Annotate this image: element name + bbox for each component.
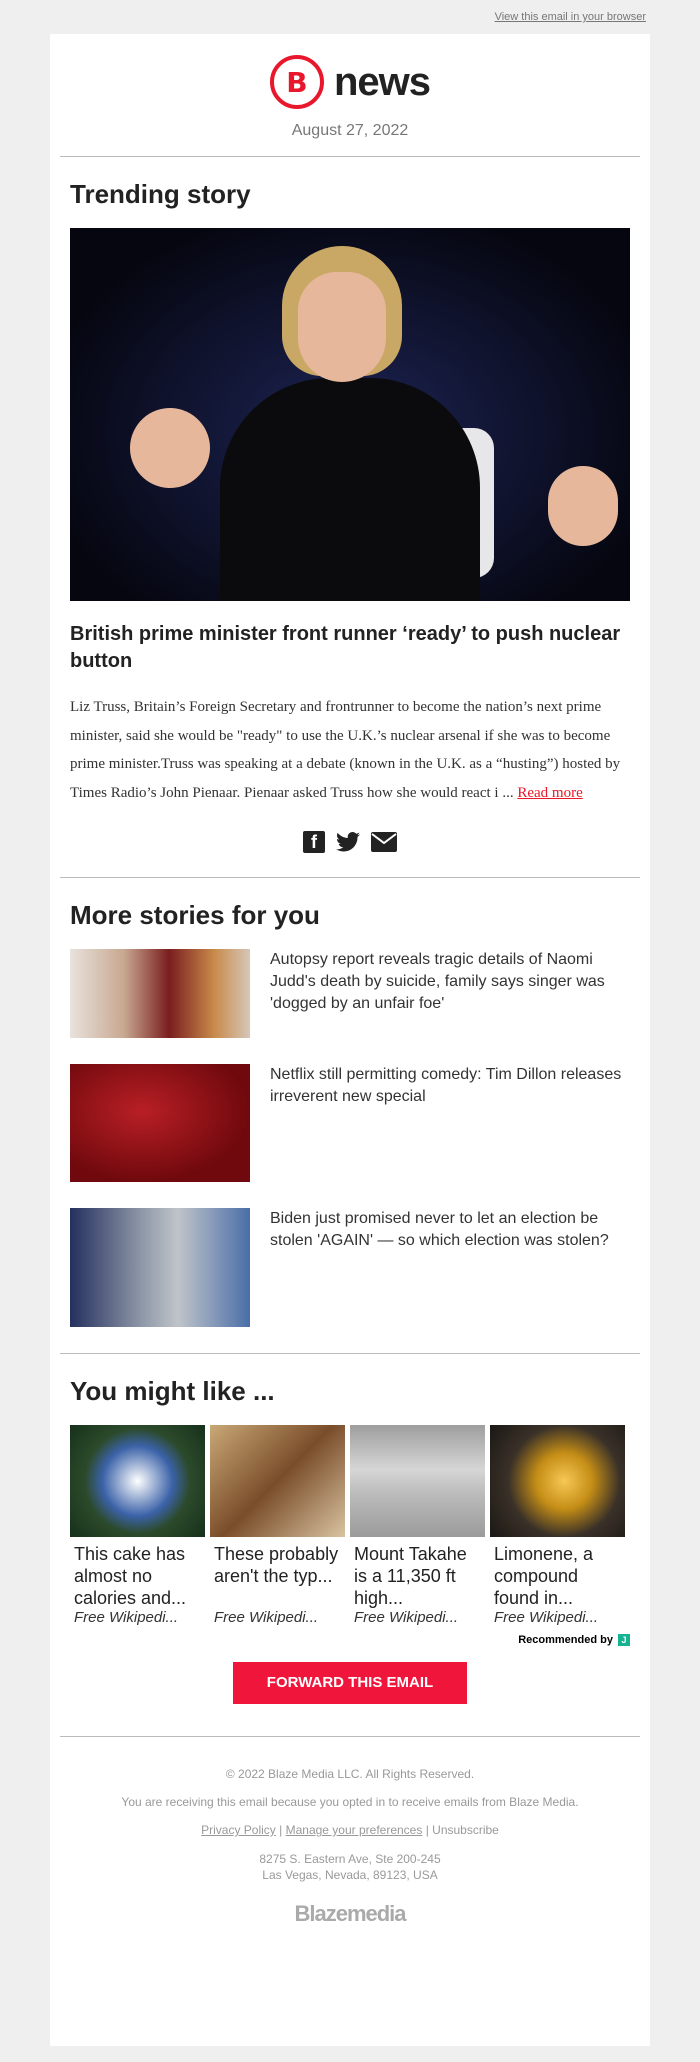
- story-title[interactable]: Netflix still permitting comedy: Tim Dillon releases irreverent new special: [270, 1066, 622, 1105]
- manage-preferences-link[interactable]: Manage your preferences: [285, 1823, 423, 1838]
- recommendation-image[interactable]: [210, 1425, 345, 1537]
- blaze-logo-icon: B: [270, 55, 324, 109]
- trending-summary-text: Liz Truss, Britain’s Foreign Secretary and frontrunner to become the nation’s next prime minister, said she would be "ready" to use the U.K.’s nuclear arsenal if she was to become prime minister.Truss was speaking at a debate (known in the U.K. as a “husting”) hosted by Times Radio’s John Pienaar. Pienaar asked Truss how she would react i ...: [70, 699, 621, 801]
- left-hand-shape: [119, 397, 222, 500]
- read-more-link[interactable]: Read more: [517, 784, 583, 801]
- recommendation-title[interactable]: This cake has almost no calories and...: [74, 1544, 187, 1608]
- right-hand-shape: [548, 466, 618, 546]
- recommended-by[interactable]: [70, 1634, 630, 1646]
- blaze-media-logo[interactable]: Blazemedia: [294, 1901, 406, 1927]
- divider: [60, 1736, 640, 1737]
- postal-address: [50, 1851, 650, 1883]
- copyright-text: © 2022 Blaze Media LLC. All Rights Reserved.: [225, 1767, 475, 1782]
- recommended-by-label: Recommended by: [518, 1634, 613, 1646]
- story-title[interactable]: Autopsy report reveals tragic details of Naomi Judd's death by suicide, family says singer was 'dogged by an unfair foe': [270, 951, 605, 1012]
- recommendation-title[interactable]: Mount Takahe is a 11,350 ft high...: [354, 1544, 467, 1608]
- section-title-more: More stories for you: [70, 900, 320, 930]
- privacy-policy-link[interactable]: Privacy Policy: [201, 1823, 276, 1838]
- recommendation-card[interactable]: [210, 1425, 345, 1626]
- trending-hero-image[interactable]: [70, 228, 630, 601]
- recommendation-image[interactable]: [490, 1425, 625, 1537]
- story-item[interactable]: [70, 949, 630, 1038]
- logo-wordmark: news: [333, 59, 431, 104]
- trending-summary: [70, 693, 630, 807]
- recommendation-card[interactable]: [70, 1425, 205, 1626]
- jeeng-logo-icon: J: [618, 1634, 630, 1646]
- email-card: [50, 34, 650, 2046]
- recommendation-image[interactable]: [350, 1425, 485, 1537]
- forward-wrap: [70, 1662, 630, 1704]
- figure-body-shape: [220, 378, 480, 601]
- recommendation-row: [70, 1425, 630, 1626]
- footer-links: Privacy Policy | Manage your preferences | Unsubscribe: [201, 1823, 499, 1838]
- email-date: August 27, 2022: [291, 122, 409, 139]
- story-thumbnail[interactable]: [70, 949, 250, 1038]
- email-footer: [50, 1767, 650, 1927]
- recommendation-source: Free Wikipedi...: [494, 1609, 599, 1626]
- recommendation-title[interactable]: These probably aren't the typ...: [214, 1544, 339, 1586]
- story-item[interactable]: [70, 1208, 630, 1327]
- brand-logo[interactable]: [50, 34, 650, 110]
- story-thumbnail[interactable]: [70, 1208, 250, 1327]
- unsubscribe-link[interactable]: Unsubscribe: [432, 1823, 499, 1838]
- face-shape: [298, 272, 386, 382]
- address-line-1: 8275 S. Eastern Ave, Ste 200-245: [259, 1852, 441, 1867]
- share-bar: [70, 829, 630, 855]
- story-title[interactable]: Biden just promised never to let an election be stolen 'AGAIN' — so which election was stolen?: [270, 1210, 609, 1249]
- twitter-icon[interactable]: [335, 829, 361, 855]
- view-in-browser-link[interactable]: View this email in your browser: [494, 11, 646, 23]
- story-thumbnail[interactable]: [70, 1064, 250, 1182]
- facebook-icon[interactable]: f: [303, 831, 325, 853]
- email-topbar: [0, 0, 700, 34]
- trending-headline[interactable]: British prime minister front runner ‘ready’ to push nuclear button: [70, 623, 621, 672]
- email-envelope-icon[interactable]: [371, 829, 397, 855]
- more-stories-section: [50, 878, 650, 1327]
- recommendation-card[interactable]: [490, 1425, 625, 1626]
- recommendation-source: Free Wikipedi...: [354, 1609, 459, 1626]
- section-title-trending: Trending story: [70, 179, 251, 209]
- recommendation-title[interactable]: Limonene, a compound found in...: [494, 1544, 594, 1608]
- section-title-like: You might like ...: [70, 1376, 275, 1406]
- subscription-reason: You are receiving this email because you opted in to receive emails from Blaze Media.: [121, 1795, 579, 1810]
- address-line-2: Las Vegas, Nevada, 89123, USA: [262, 1868, 438, 1883]
- you-might-like-section: [50, 1354, 650, 1704]
- recommendation-image[interactable]: [70, 1425, 205, 1537]
- story-item[interactable]: [70, 1064, 630, 1182]
- recommendation-source: Free Wikipedi...: [214, 1609, 319, 1626]
- forward-email-button[interactable]: FORWARD THIS EMAIL: [233, 1662, 467, 1704]
- recommendation-card[interactable]: [350, 1425, 485, 1626]
- trending-section: [50, 157, 650, 855]
- recommendation-source: Free Wikipedi...: [74, 1609, 179, 1626]
